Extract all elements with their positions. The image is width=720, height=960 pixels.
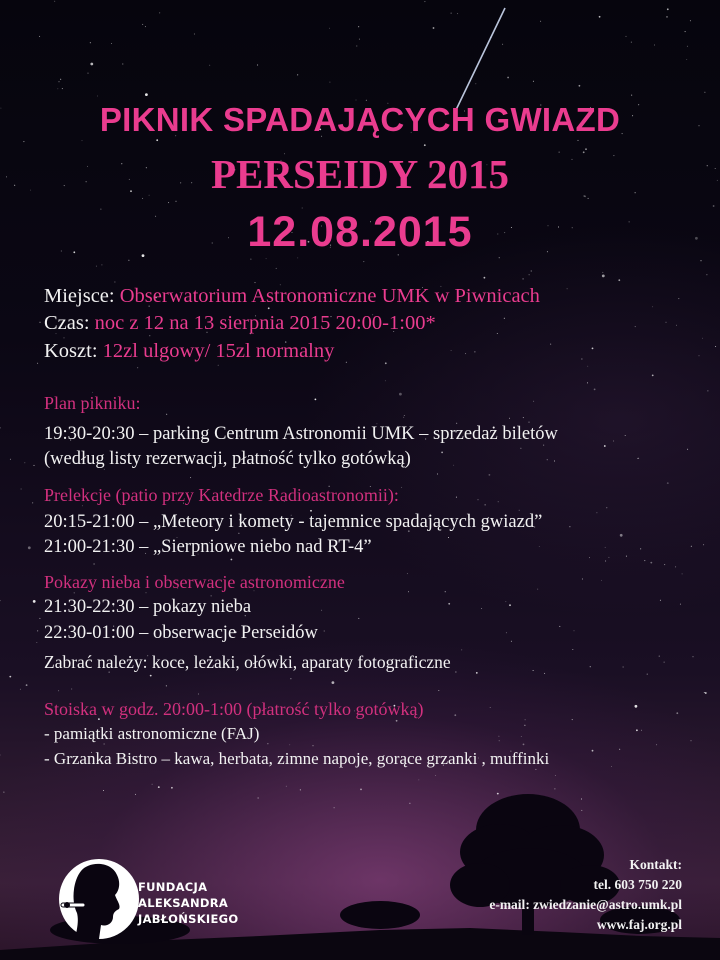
time-row: [44, 312, 436, 335]
lecture-item-2-text: – „Sierpniowe niebo nad RT-4”: [134, 537, 372, 557]
place-row: [44, 285, 540, 308]
star: [652, 306, 653, 307]
star: [715, 346, 716, 347]
star: [675, 566, 676, 567]
star: [676, 325, 677, 326]
star: [145, 26, 146, 27]
star: [474, 351, 475, 352]
star: [547, 459, 548, 460]
star: [625, 435, 626, 436]
star: [647, 674, 648, 675]
star: [150, 675, 152, 677]
star: [321, 610, 322, 611]
star: [509, 604, 511, 606]
star: [690, 20, 691, 21]
star: [478, 499, 479, 500]
star: [111, 43, 112, 44]
star: [587, 382, 588, 383]
star: [24, 462, 25, 463]
star: [128, 260, 129, 261]
star: [533, 81, 534, 82]
star: [578, 140, 579, 141]
star: [588, 198, 589, 199]
star: [619, 749, 620, 750]
star: [590, 666, 591, 667]
star: [554, 461, 555, 462]
star: [62, 88, 63, 89]
star: [64, 337, 65, 338]
star: [511, 641, 512, 642]
star: [713, 205, 715, 207]
lecture-item-2: [44, 537, 372, 558]
star: [605, 561, 606, 562]
star: [691, 546, 692, 547]
star: [448, 537, 449, 538]
star: [137, 367, 138, 368]
star: [524, 725, 525, 726]
star: [346, 362, 347, 363]
star: [10, 459, 11, 460]
plan-item-1-time: 19:30-20:30: [44, 424, 135, 444]
star: [529, 422, 530, 423]
star: [168, 202, 169, 203]
star: [198, 694, 199, 695]
star: [587, 366, 588, 367]
star: [507, 77, 509, 79]
plan-item-1-text: – parking Centrum Astronomii UMK – sprzedaż biletów: [134, 424, 558, 444]
star: [403, 417, 404, 418]
star: [489, 474, 491, 476]
star: [499, 257, 500, 258]
star: [93, 563, 95, 565]
star: [522, 278, 524, 280]
star: [358, 26, 359, 27]
star: [276, 268, 277, 269]
star: [324, 631, 325, 632]
foundation-profile-logo-icon: [55, 853, 145, 945]
star: [687, 449, 688, 450]
star: [550, 344, 551, 345]
star: [544, 673, 545, 674]
bring-items: Zabrać należy: koce, leżaki, ołówki, aparaty fotograficzne: [44, 652, 451, 672]
star: [654, 45, 655, 46]
star: [505, 601, 506, 602]
star: [592, 348, 594, 350]
star: [82, 140, 83, 141]
star: [454, 714, 456, 716]
star: [404, 415, 405, 416]
foundation-name-line-2: ALEKSANDRA: [138, 896, 229, 910]
star: [451, 13, 452, 14]
star: [448, 603, 450, 605]
star: [682, 573, 683, 574]
stand-item-2: - Grzanka Bistro – kawa, herbata, zimne napoje, gorące grzanki , muffinki: [44, 749, 550, 768]
star: [266, 258, 267, 259]
star: [60, 79, 61, 80]
star: [455, 672, 456, 673]
star: [601, 580, 602, 581]
star: [529, 274, 530, 275]
star: [451, 350, 452, 351]
event-title: PIKNIK SPADAJĄCYCH GWIAZD: [99, 101, 621, 138]
star: [531, 271, 532, 272]
star: [667, 8, 669, 10]
star: [596, 512, 597, 513]
star: [290, 678, 291, 679]
star: [706, 274, 707, 275]
show-item-1-time: 21:30-22:30: [44, 597, 135, 617]
star: [142, 24, 143, 25]
star: [149, 335, 150, 336]
star: [520, 448, 521, 449]
star: [506, 632, 507, 633]
star: [705, 692, 707, 694]
star: [407, 573, 408, 574]
contact-website[interactable]: www.faj.org.pl: [596, 917, 682, 932]
star: [638, 458, 639, 459]
star: [475, 83, 476, 84]
plan-heading: Plan pikniku:: [44, 393, 141, 413]
star: [539, 546, 540, 547]
star: [703, 544, 704, 545]
star: [660, 600, 661, 601]
star: [498, 736, 499, 737]
star: [485, 504, 486, 505]
star: [190, 477, 191, 478]
show-item-2-time: 22:30-01:00: [44, 623, 135, 643]
plan-item-1: [44, 424, 558, 445]
star: [438, 690, 439, 691]
star: [332, 681, 335, 684]
star: [465, 353, 466, 354]
place-label: Miejsce:: [44, 285, 115, 307]
star: [476, 672, 478, 674]
foundation-name-line-1: FUNDACJA: [138, 880, 208, 894]
star: [635, 705, 638, 708]
star: [57, 88, 58, 89]
star: [499, 740, 500, 741]
star: [579, 85, 581, 87]
star: [608, 557, 609, 558]
star: [704, 92, 705, 93]
star: [457, 13, 458, 14]
star: [231, 559, 233, 561]
star: [176, 201, 177, 202]
meteor-streak: [455, 8, 505, 112]
lecture-item-1-text: – „Meteory i komety - tajemnice spadających gwiazd”: [134, 512, 543, 532]
star: [437, 474, 438, 475]
star: [664, 662, 665, 663]
star: [297, 74, 298, 75]
star: [255, 282, 256, 283]
star: [631, 42, 632, 43]
star: [521, 736, 522, 737]
star: [667, 482, 669, 484]
star: [21, 489, 22, 490]
star: [666, 16, 668, 18]
show-item-2: [44, 623, 318, 644]
star: [502, 44, 503, 45]
star: [678, 298, 679, 299]
show-item-1-text: – pokazy nieba: [134, 597, 252, 617]
star: [34, 465, 35, 466]
star: [54, 1, 55, 2]
star: [581, 359, 582, 360]
star: [209, 65, 210, 66]
star: [0, 427, 1, 428]
star: [589, 557, 590, 558]
star: [701, 260, 702, 261]
star: [572, 649, 573, 650]
star: [156, 139, 158, 141]
star: [704, 692, 705, 693]
star: [433, 27, 435, 29]
star: [26, 684, 28, 686]
star: [540, 21, 541, 22]
star: [484, 277, 486, 279]
star: [594, 389, 596, 391]
star: [504, 318, 505, 319]
lecture-item-1-time: 20:15-21:00: [44, 512, 135, 532]
star: [194, 34, 195, 35]
star: [424, 144, 426, 146]
star: [9, 676, 11, 678]
star: [676, 712, 678, 714]
star: [559, 626, 560, 627]
event-date: 12.08.2015: [247, 208, 473, 256]
contact-title: Kontakt:: [629, 857, 682, 872]
star: [664, 564, 665, 565]
star: [88, 73, 89, 74]
star: [569, 526, 570, 527]
star: [637, 458, 638, 459]
star: [40, 322, 41, 323]
star: [0, 755, 1, 756]
star: [97, 96, 98, 97]
star: [523, 417, 524, 418]
star: [599, 16, 601, 18]
place-value: Obserwatorium Astronomiczne UMK w Piwnicach: [119, 285, 540, 307]
star: [602, 275, 605, 278]
cost-value: 12zl ulgowy/ 15zl normalny: [102, 340, 335, 362]
star: [101, 264, 102, 265]
star: [58, 690, 59, 691]
star: [90, 63, 93, 66]
time-label: Czas:: [44, 312, 90, 334]
star: [685, 31, 686, 32]
star: [257, 65, 258, 66]
star: [122, 64, 123, 65]
star: [613, 441, 614, 442]
star: [399, 393, 402, 396]
star: [329, 28, 330, 29]
star: [509, 418, 510, 419]
star: [699, 355, 700, 356]
contact-phone: tel. 603 750 220: [593, 877, 682, 892]
star: [582, 579, 583, 580]
star: [114, 282, 115, 283]
star: [385, 362, 387, 364]
star: [424, 1, 425, 2]
star: [537, 589, 538, 590]
star: [498, 501, 499, 502]
star: [23, 141, 24, 142]
star: [680, 604, 681, 605]
star: [691, 740, 692, 741]
star: [329, 82, 330, 83]
star: [356, 46, 357, 47]
star: [602, 272, 603, 273]
star: [605, 547, 606, 548]
star: [39, 36, 40, 37]
lecture-item-2-time: 21:00-21:30: [44, 537, 135, 557]
shows-heading: Pokazy nieba i obserwacje astronomiczne: [44, 572, 345, 592]
star: [385, 380, 386, 381]
star: [445, 591, 446, 592]
star: [297, 257, 298, 258]
star: [0, 600, 1, 601]
star: [59, 81, 60, 82]
star: [604, 445, 606, 447]
star: [145, 93, 148, 96]
star: [636, 729, 638, 731]
star: [686, 59, 687, 60]
event-subtitle: PERSEIDY 2015: [210, 151, 510, 197]
star: [626, 36, 627, 37]
star: [606, 507, 607, 508]
star: [626, 556, 627, 557]
star: [666, 322, 667, 323]
star: [519, 510, 520, 511]
star: [166, 685, 167, 686]
star: [401, 487, 402, 488]
star: [640, 548, 641, 549]
star: [315, 399, 317, 401]
star: [497, 333, 498, 334]
star: [631, 95, 632, 96]
star: [635, 326, 636, 327]
star: [166, 414, 167, 415]
star: [525, 719, 526, 720]
star: [533, 401, 534, 402]
star: [71, 689, 72, 690]
star: [644, 560, 645, 561]
star: [218, 365, 219, 366]
star: [574, 630, 575, 631]
star: [267, 743, 268, 744]
star: [358, 618, 359, 619]
star: [623, 667, 624, 668]
star: [441, 452, 443, 454]
star: [408, 591, 409, 592]
star: [618, 279, 620, 281]
star: [461, 649, 462, 650]
star: [28, 546, 31, 549]
star: [620, 534, 623, 537]
star: [39, 618, 40, 619]
show-item-1: [44, 597, 251, 618]
star: [37, 363, 38, 364]
star: [702, 338, 703, 339]
star: [652, 375, 654, 377]
star: [687, 46, 688, 47]
foundation-name: [138, 879, 238, 927]
show-item-2-text: – obserwacje Perseidów: [134, 623, 318, 643]
plan-item-1-note: (według listy rezerwacji, płatność tylko gotówką): [44, 449, 411, 469]
time-value: noc z 12 na 13 sierpnia 2015 20:00-1:00*: [94, 312, 436, 334]
star: [650, 562, 652, 564]
star: [659, 656, 660, 657]
cost-row: [44, 340, 334, 363]
star: [523, 744, 525, 746]
contact-block: [489, 855, 682, 935]
star: [359, 39, 360, 40]
star: [363, 261, 364, 262]
star: [453, 465, 454, 466]
star: [641, 730, 642, 731]
star: [693, 656, 694, 657]
contact-email[interactable]: e-mail: zwiedzanie@astro.umk.pl: [489, 897, 682, 912]
star: [567, 288, 568, 289]
star: [707, 390, 708, 391]
star: [20, 689, 21, 690]
star: [159, 12, 160, 13]
star: [656, 744, 657, 745]
star: [36, 642, 37, 643]
star: [250, 259, 251, 260]
star: [490, 707, 491, 708]
star: [33, 600, 36, 603]
stands-heading: Stoiska w godz. 20:00-1:00 (płatrość tylko gotówką): [44, 699, 424, 719]
star: [533, 670, 534, 671]
star: [289, 744, 290, 745]
star: [142, 198, 143, 199]
lectures-heading: Prelekcje (patio przy Katedrze Radioastronomii):: [44, 485, 399, 505]
star: [592, 750, 594, 752]
stand-item-1: - pamiątki astronomiczne (FAJ): [44, 724, 260, 743]
star: [572, 719, 573, 720]
star: [396, 720, 398, 722]
star: [481, 608, 482, 609]
cost-label: Koszt:: [44, 340, 98, 362]
star: [37, 630, 38, 631]
foundation-name-line-3: JABŁOŃSKIEGO: [138, 912, 239, 926]
star: [456, 497, 457, 498]
star: [313, 745, 314, 746]
star: [32, 502, 33, 503]
star: [90, 42, 91, 43]
star: [96, 266, 97, 267]
lecture-item-1: [44, 512, 542, 533]
